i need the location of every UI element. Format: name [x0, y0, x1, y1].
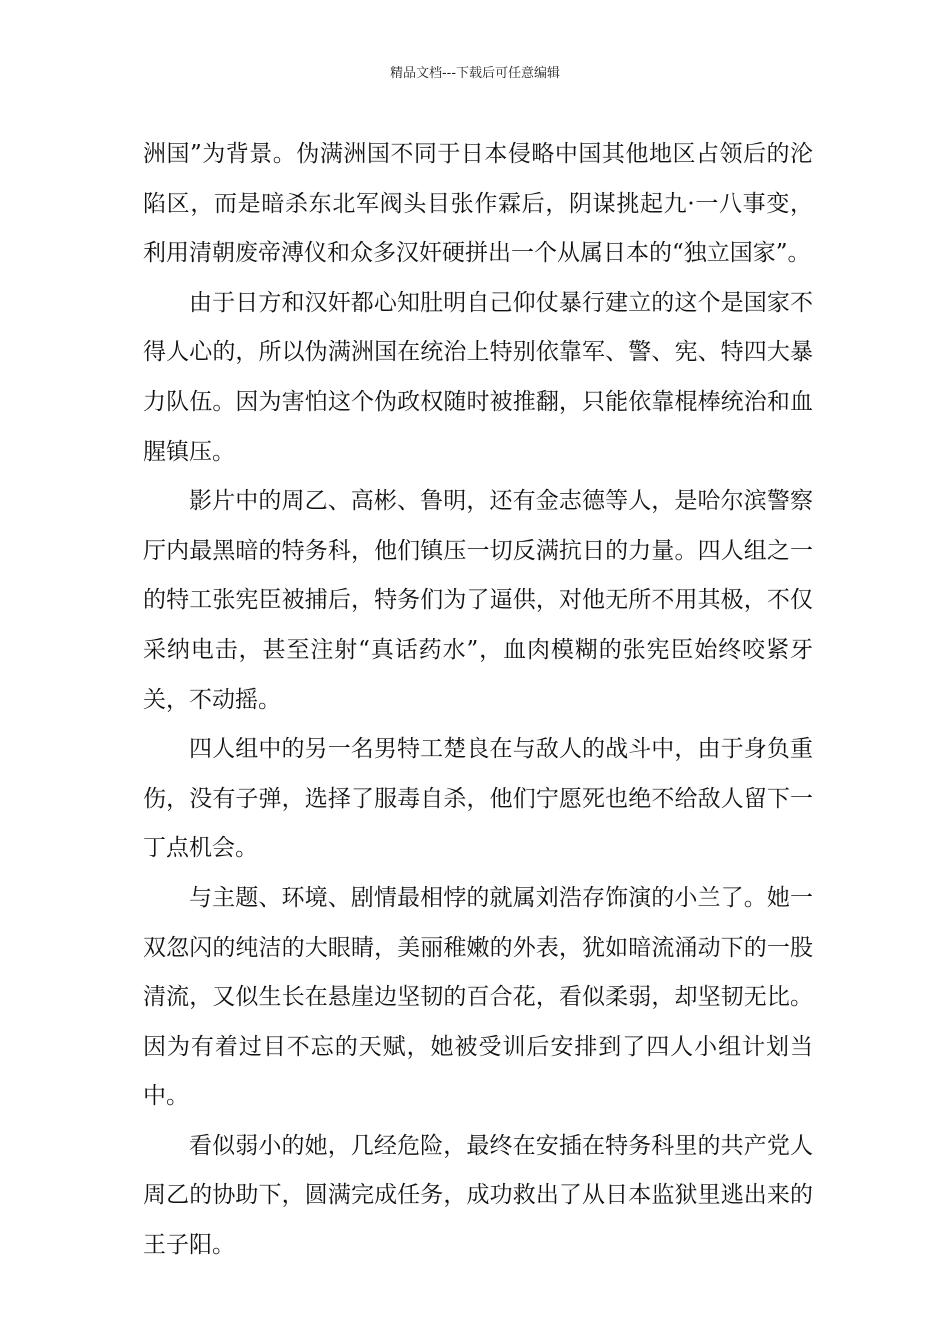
- paragraph: 与主题、环境、剧情最相悖的就属刘浩存饰演的小兰了。她一双忽闪的纯洁的大眼睛，美丽稚嫩的外表，犹如暗流涌动下的一股清流，又似生长在悬崖边坚韧的百合花，看似柔弱，却坚韧无比。因为有着过目不忘的天赋，她被受训后安排到了四人小组计划当中。: [143, 884, 813, 1110]
- paragraph-continuation: 洲国”为背景。伪满洲国不同于日本侵略中国其他地区占领后的沦陷区，而是暗杀东北军阀头目张作霖后，阴谋挑起九·一八事变，利用清朝废帝溥仪和众多汉奸硬拼出一个从属日本的“独立国家”。: [143, 141, 813, 267]
- document-body: [143, 130, 813, 1271]
- paragraph: 四人组中的另一名男特工楚良在与敌人的战斗中，由于身负重伤，没有子弹，选择了服毒自杀，他们宁愿死也绝不给敌人留下一丁点机会。: [143, 736, 813, 862]
- paragraph: 看似弱小的她，几经危险，最终在安插在特务科里的共产党人周乙的协助下，圆满完成任务，成功救出了从日本监狱里逃出来的王子阳。: [143, 1132, 813, 1259]
- page-header: 精品文档---下载后可任意编辑: [389, 66, 561, 81]
- paragraph: 影片中的周乙、高彬、鲁明，还有金志德等人，是哈尔滨警察厅内最黑暗的特务科，他们镇压一切反满抗日的力量。四人组之一的特工张宪臣被捕后，特务们为了逼供，对他无所不用其极，不仅采纳电击，甚至注射“真话药水”，血肉模糊的张宪臣始终咬紧牙关，不动摇。: [143, 488, 813, 713]
- paragraph: 由于日方和汉奸都心知肚明自己仰仗暴行建立的这个是国家不得人心的，所以伪满洲国在统治上特别依靠军、警、宪、特四大暴力队伍。因为害怕这个伪政权随时被推翻，只能依靠棍棒统治和血腥镇压。: [143, 289, 813, 465]
